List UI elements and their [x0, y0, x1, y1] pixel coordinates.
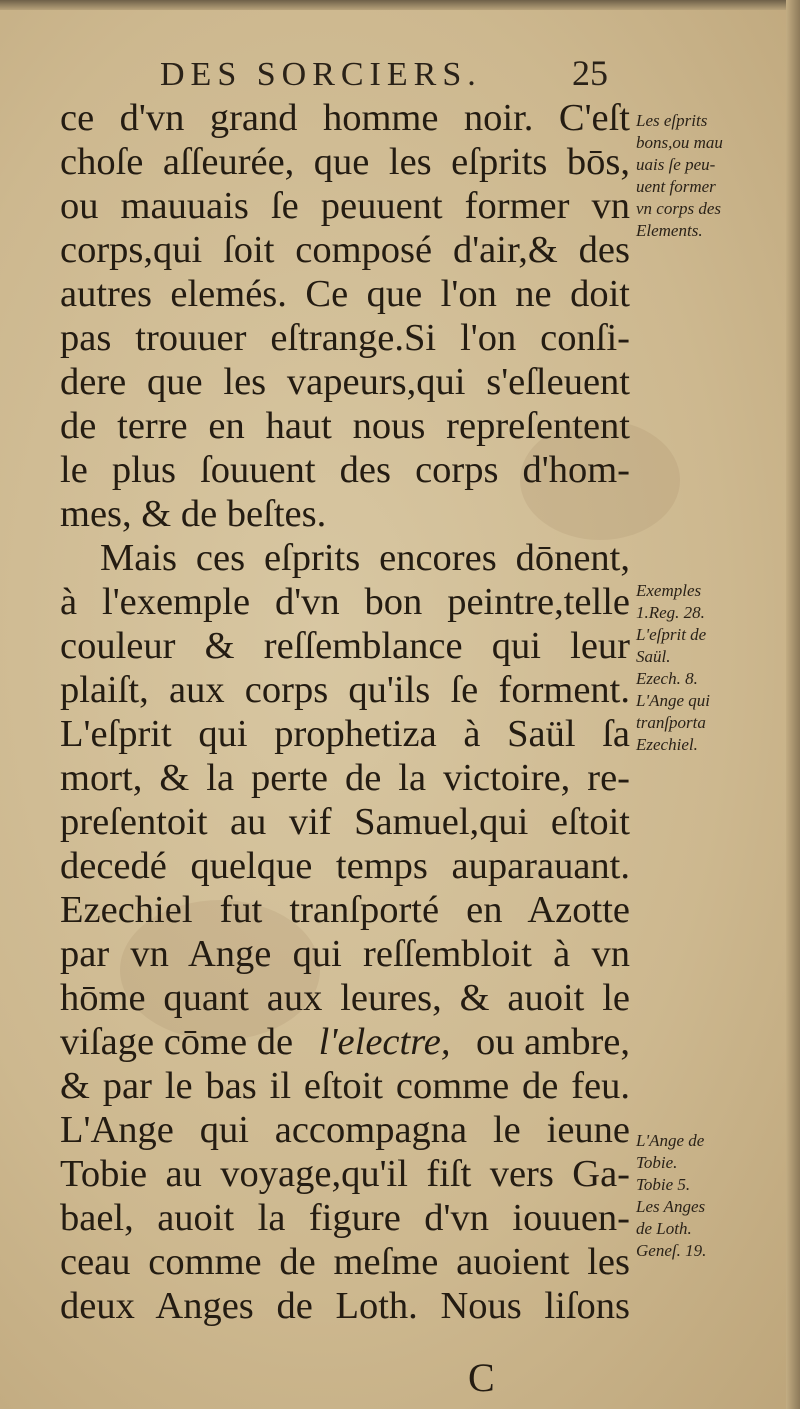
body-text: [60, 96, 630, 1328]
text-line: le plus ſouuent des corps d'hom-: [60, 449, 630, 491]
note-line: Geneſ. 19.: [636, 1241, 707, 1260]
note-line: bons,ou mau: [636, 133, 723, 152]
text-line: ceau comme de meſme auoient les: [60, 1241, 630, 1283]
note-line: Saül.: [636, 647, 671, 666]
text-line: pas trouuer eſtrange.Si l'on conſi-: [60, 317, 630, 359]
text-line: deux Anges de Loth. Nous liſons: [60, 1285, 630, 1327]
text-line: ou mauuais ſe peuuent former vn: [60, 185, 630, 227]
margin-note-examples: [636, 580, 770, 756]
text-line: couleur & reſſemblance qui leur: [60, 625, 630, 667]
note-line: L'eſprit de: [636, 625, 707, 644]
text-line: dere que les vapeurs,qui s'eſleuent: [60, 361, 630, 403]
running-title: DES SORCIERS.: [160, 56, 482, 93]
note-line: L'Ange qui: [636, 691, 710, 710]
text-line: Ezechiel fut tranſporté en Azotte: [60, 889, 630, 931]
text-line: L'Ange qui accompagna le ieune: [60, 1109, 630, 1151]
note-line: 1.Reg. 28.: [636, 603, 705, 622]
text-line: Tobie au voyage,qu'il fiſt vers Ga-: [60, 1153, 630, 1195]
catchword: C: [468, 1355, 495, 1400]
note-line: vn corps des: [636, 199, 721, 218]
text-line: preſentoit au vif Samuel,qui eſtoit: [60, 801, 630, 843]
text-line: par vn Ange qui reſſembloit à vn: [60, 933, 630, 975]
text-line: choſe aſſeurée, que les eſprits bōs,: [60, 141, 630, 183]
text-line: mes, & de beſtes.: [60, 493, 327, 535]
margin-note-tobias: [636, 1130, 770, 1262]
text-line: plaiſt, aux corps qu'ils ſe forment.: [60, 669, 630, 711]
note-line: Les eſprits: [636, 111, 708, 130]
note-line: L'Ange de: [636, 1131, 705, 1150]
text-line: L'eſprit qui prophetiza à Saül ſa: [60, 713, 630, 755]
text-line: ce d'vn grand homme noir. C'eſt: [60, 97, 630, 139]
italic-word: l'electre,: [318, 1021, 451, 1063]
text-line: corps,qui ſoit composé d'air,& des: [60, 229, 630, 271]
text-line: hōme quant aux leures, & auoit le: [60, 977, 630, 1019]
page-gutter-edge: [786, 0, 800, 1409]
text-line: bael, auoit la figure d'vn iouuen-: [60, 1197, 630, 1239]
page-number: 25: [572, 53, 608, 93]
text-line: mort, & la perte de la victoire, re-: [60, 757, 630, 799]
note-line: de Loth.: [636, 1219, 692, 1238]
text-line: & par le bas il eſtoit comme de feu.: [60, 1065, 630, 1107]
text-line: de terre en haut nous repreſentent: [60, 405, 630, 447]
note-line: Elements.: [636, 221, 703, 240]
text-line-mixed: [60, 1020, 630, 1064]
note-line: Tobie 5.: [636, 1175, 691, 1194]
text-line: autres elemés. Ce que l'on ne doit: [60, 273, 630, 315]
note-line: uent former: [636, 177, 716, 196]
note-line: Exemples: [636, 581, 702, 600]
note-line: uais ſe peu-: [636, 155, 716, 174]
text-line: à l'exemple d'vn bon peintre,telle: [60, 581, 630, 623]
page-top-edge: [0, 0, 800, 10]
note-line: tranſporta: [636, 713, 706, 732]
text-line: decedé quelque temps auparauant.: [60, 845, 630, 887]
note-line: Les Anges: [636, 1197, 706, 1216]
text-line: Mais ces eſprits encores dōnent,: [100, 537, 630, 579]
note-line: Ezechiel.: [636, 735, 698, 754]
margin-note-spirits: [636, 110, 770, 242]
text-segment: viſage cōme de: [60, 1021, 294, 1063]
text-segment: ou ambre,: [476, 1021, 630, 1063]
note-line: Tobie.: [636, 1153, 678, 1172]
note-line: Ezech. 8.: [636, 669, 698, 688]
